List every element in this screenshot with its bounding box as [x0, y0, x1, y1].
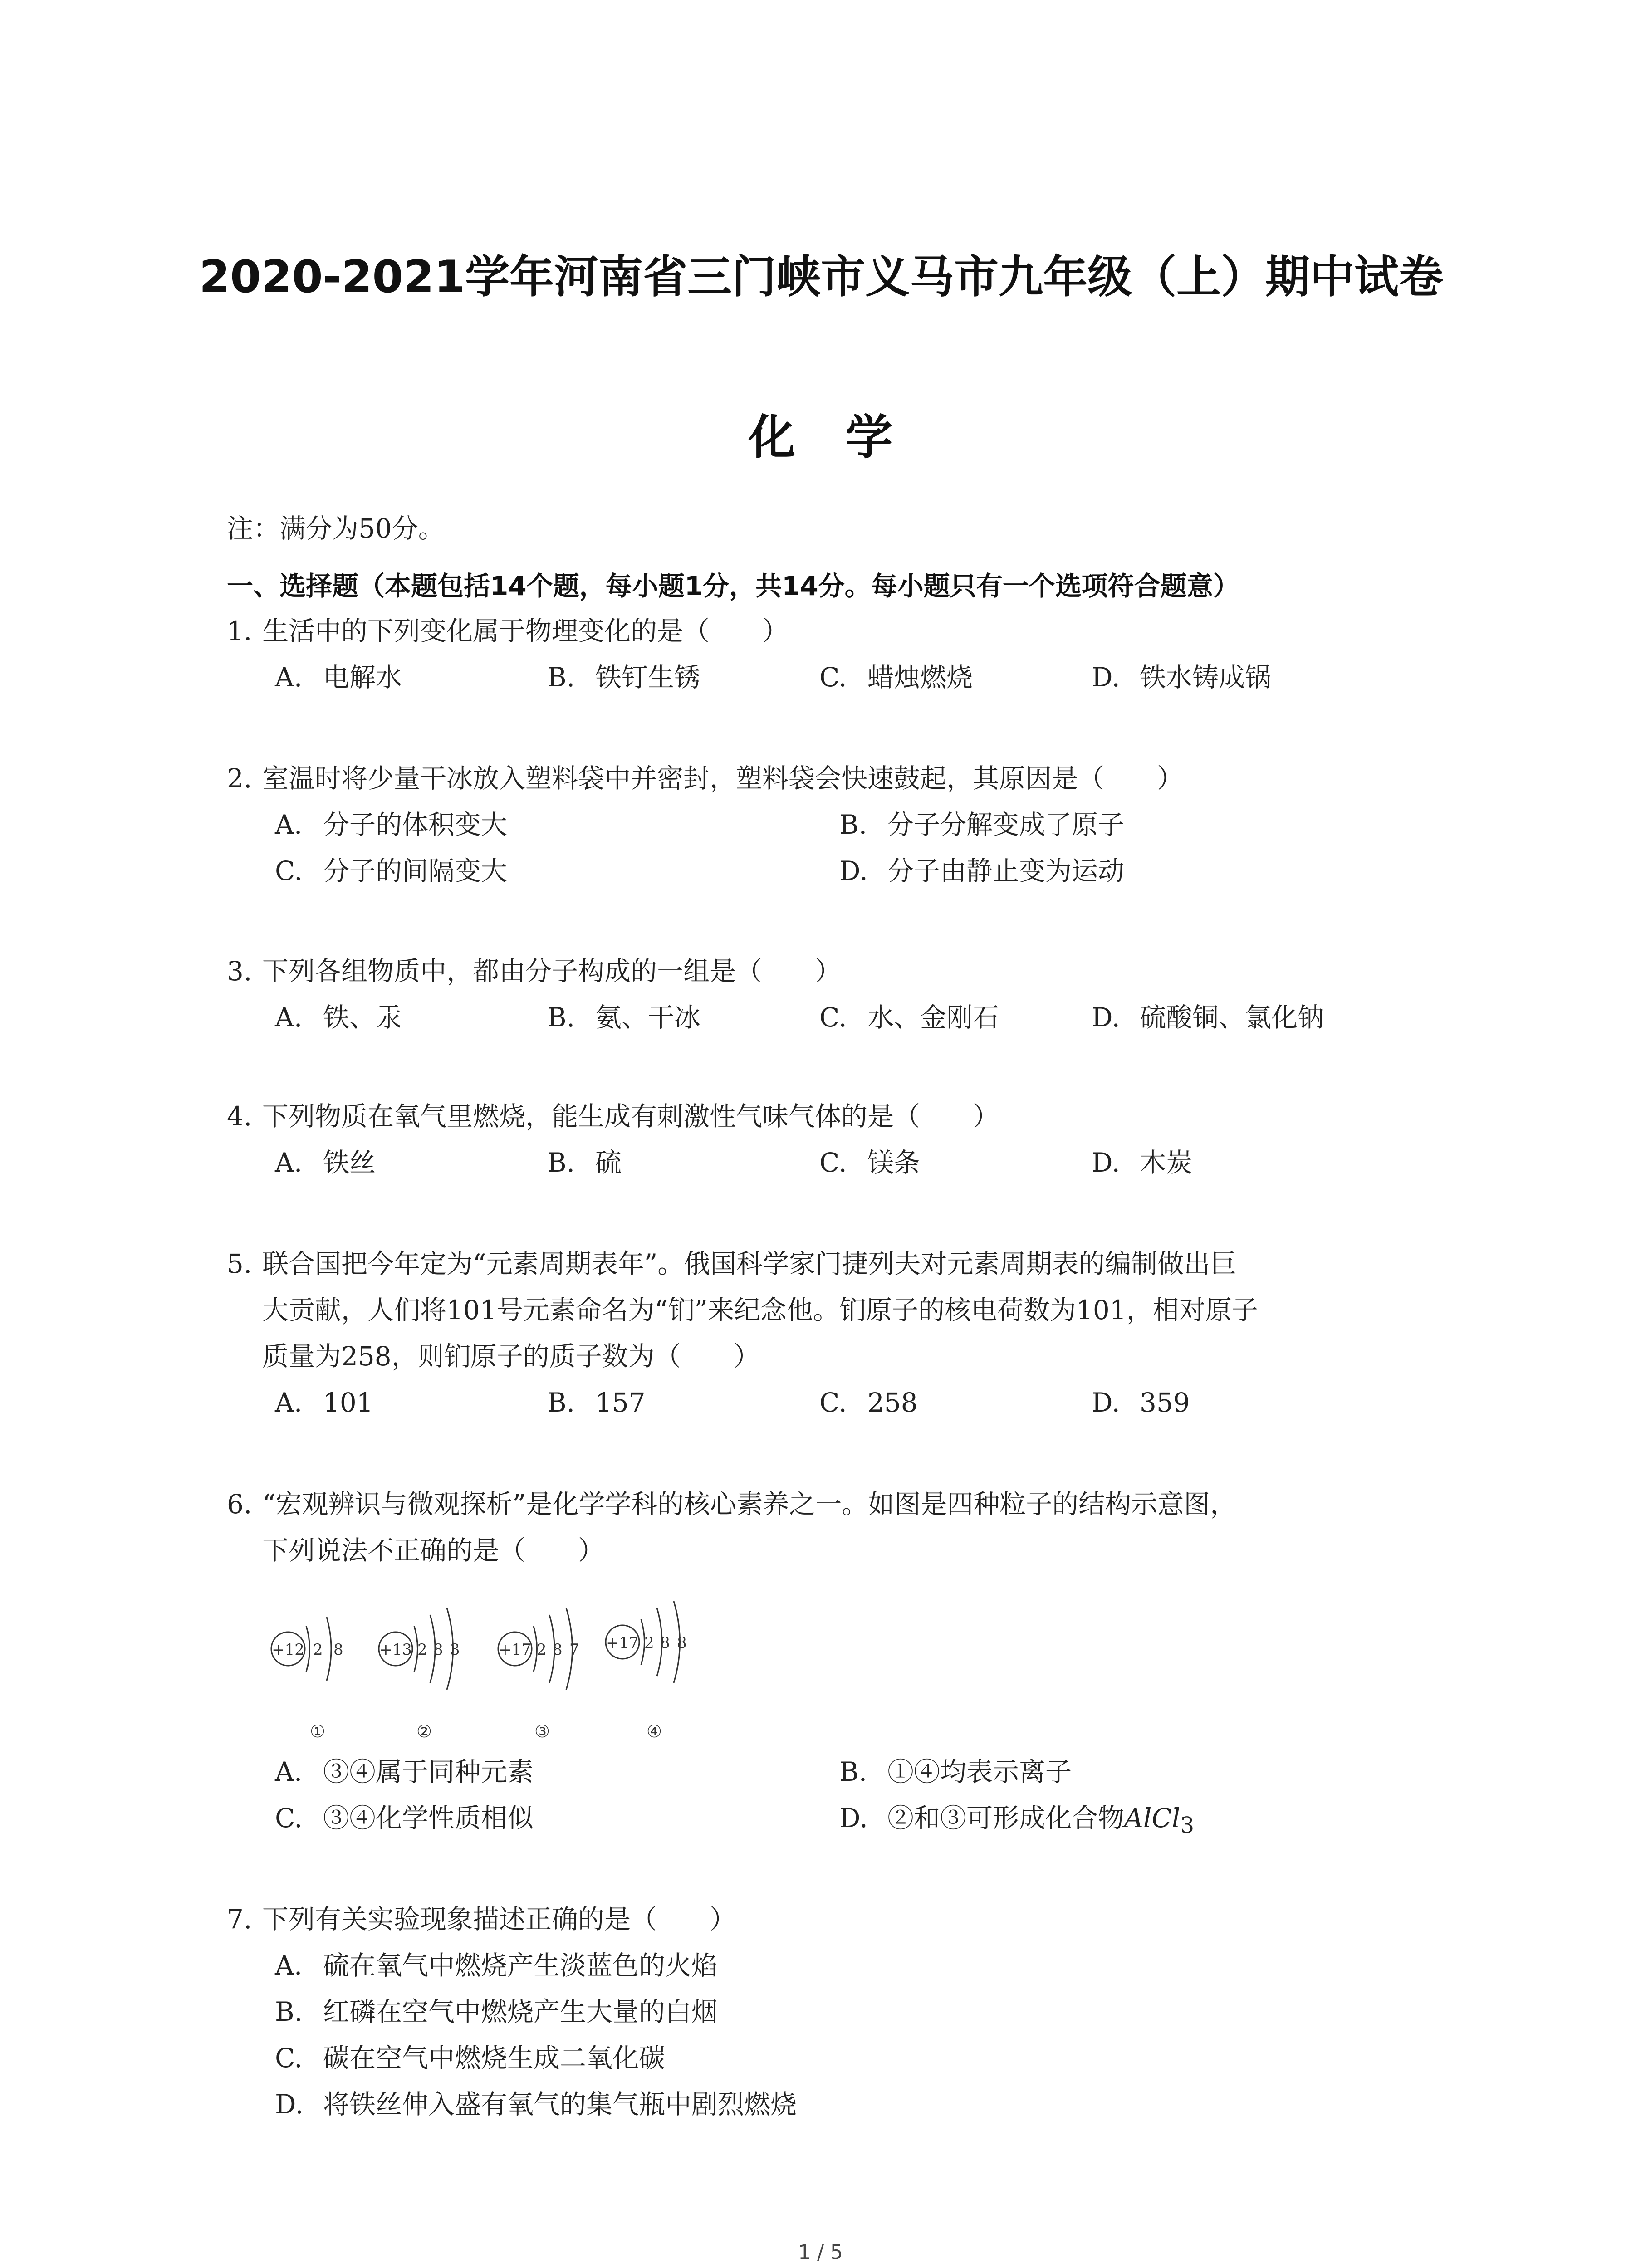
particle-2: [379, 1608, 460, 1741]
nucleus-charge: +17: [606, 1634, 639, 1652]
question-number: 2.: [227, 763, 252, 794]
formula-subscript: 3: [1180, 1813, 1195, 1838]
question-number: 1.: [227, 616, 252, 646]
shell-electrons: 8: [433, 1641, 443, 1659]
option-d: D. 分子由静止变为运动: [839, 855, 1125, 886]
option-c: C. 蜡烛燃烧: [819, 662, 973, 693]
shell-electrons: 7: [569, 1641, 579, 1659]
particle-1: [271, 1617, 343, 1741]
option-c: C. 258: [819, 1387, 918, 1418]
subject-heading: 化学: [748, 410, 943, 465]
option-b: B. 分子分解变成了原子: [839, 809, 1125, 840]
question-number: 6.: [227, 1489, 252, 1520]
question-number: 5.: [227, 1248, 252, 1279]
shell-electrons: 2: [417, 1641, 427, 1659]
option-d: D. ②和③可形成化合物AlCl$_3$: [839, 1803, 1195, 1838]
option-b: B. 氨、干冰: [547, 1002, 701, 1033]
exam-title: 2020-2021学年河南省三门峡市义马市九年级（上）期中试卷: [199, 251, 1444, 303]
option-a: A. 硫在氧气中燃烧产生淡蓝色的火焰: [275, 1950, 718, 1981]
score-note: 注：满分为50分。: [227, 513, 445, 544]
option-b: B. 157: [547, 1387, 646, 1418]
particle-label: ③: [534, 1721, 550, 1741]
option-a: A. 分子的体积变大: [275, 809, 508, 840]
option-c: C. 水、金刚石: [819, 1002, 999, 1033]
question-stem: “宏观辨识与微观探析”是化学学科的核心素养之一。如图是四种粒子的结构示意图，: [262, 1489, 1237, 1520]
question-stem: 联合国把今年定为“元素周期表年”。俄国科学家门捷列夫对元素周期表的编制做出巨: [262, 1248, 1237, 1279]
question-stem: 室温时将少量干冰放入塑料袋中并密封，塑料袋会快速鼓起，其原因是（ ）: [262, 763, 1184, 794]
question-stem: 下列物质在氧气里燃烧，能生成有刺激性气味气体的是（ ）: [262, 1101, 999, 1132]
option-d: D. 硫酸铜、氯化钠: [1092, 1002, 1324, 1033]
option-c: C. 镁条: [819, 1147, 921, 1178]
particle-3: [498, 1608, 579, 1741]
option-a: A. 电解水: [275, 662, 402, 693]
particle-4: [606, 1601, 687, 1741]
shell-electrons: 2: [537, 1641, 547, 1659]
particle-label: ④: [646, 1721, 662, 1741]
question-6-options: [227, 1749, 1434, 1841]
question-5: [227, 1241, 1434, 1426]
question-3: [227, 948, 1434, 1041]
shell-electrons: 8: [677, 1634, 687, 1652]
option-a: A. 铁丝: [275, 1147, 376, 1178]
particle-label: ②: [416, 1721, 432, 1741]
page-number: 1 / 5: [798, 2241, 843, 2264]
shell-electrons: 2: [644, 1634, 654, 1652]
option-c: C. ③④化学性质相似: [275, 1803, 534, 1833]
option-a: A. ③④属于同种元素: [275, 1756, 534, 1787]
question-4: [227, 1093, 1434, 1186]
shell-electrons: 2: [313, 1641, 323, 1659]
question-6: [227, 1481, 1434, 1574]
question-number: 3.: [227, 956, 252, 987]
shell-electrons: 8: [553, 1641, 563, 1659]
option-a: A. 铁、汞: [275, 1002, 402, 1033]
chemical-formula: AlCl: [1124, 1803, 1181, 1833]
shell-electrons: 8: [660, 1634, 670, 1652]
particle-structure-diagram: [263, 1583, 762, 1746]
option-a: A. 101: [275, 1387, 373, 1418]
question-stem-line: 下列说法不正确的是（ ）: [262, 1535, 605, 1566]
question-stem: 下列有关实验现象描述正确的是（ ）: [262, 1904, 736, 1935]
option-c: C. 碳在空气中燃烧生成二氧化碳: [275, 2043, 666, 2073]
option-b: B. 铁钉生锈: [547, 662, 701, 693]
question-stem: 生活中的下列变化属于物理变化的是（ ）: [262, 616, 789, 646]
option-b: B. 红磷在空气中燃烧产生大量的白烟: [275, 1996, 718, 2027]
question-7: [227, 1896, 1434, 2127]
option-d: D. 木炭: [1092, 1147, 1193, 1178]
nucleus-charge: +12: [272, 1641, 304, 1659]
nucleus-charge: +17: [499, 1641, 531, 1659]
option-b: B. ①④均表示离子: [839, 1756, 1072, 1787]
question-stem-line: 大贡献，人们将101号元素命名为“钔”来纪念他。钔原子的核电荷数为101，相对原子: [262, 1295, 1258, 1325]
option-d: D. 将铁丝伸入盛有氧气的集气瓶中剧烈燃烧: [275, 2089, 797, 2120]
nucleus-charge: +13: [379, 1641, 412, 1659]
shell-electrons: 3: [450, 1641, 460, 1659]
question-2: [227, 755, 1434, 894]
question-1: [227, 608, 1434, 700]
question-number: 4.: [227, 1101, 252, 1132]
question-number: 7.: [227, 1904, 252, 1935]
shell-electrons: 8: [333, 1641, 343, 1659]
option-d: D. 359: [1092, 1387, 1190, 1418]
question-stem-line: 质量为258，则钔原子的质子数为（ ）: [262, 1341, 760, 1372]
option-c: C. 分子的间隔变大: [275, 855, 508, 886]
particle-label: ①: [309, 1721, 326, 1741]
section-heading: 一、选择题（本题包括14个题，每小题1分，共14分。每小题只有一个选项符合题意）: [227, 571, 1239, 601]
option-b: B. 硫: [547, 1147, 622, 1178]
question-stem: 下列各组物质中，都由分子构成的一组是（ ）: [262, 956, 842, 987]
option-d: D. 铁水铸成锅: [1092, 662, 1272, 693]
